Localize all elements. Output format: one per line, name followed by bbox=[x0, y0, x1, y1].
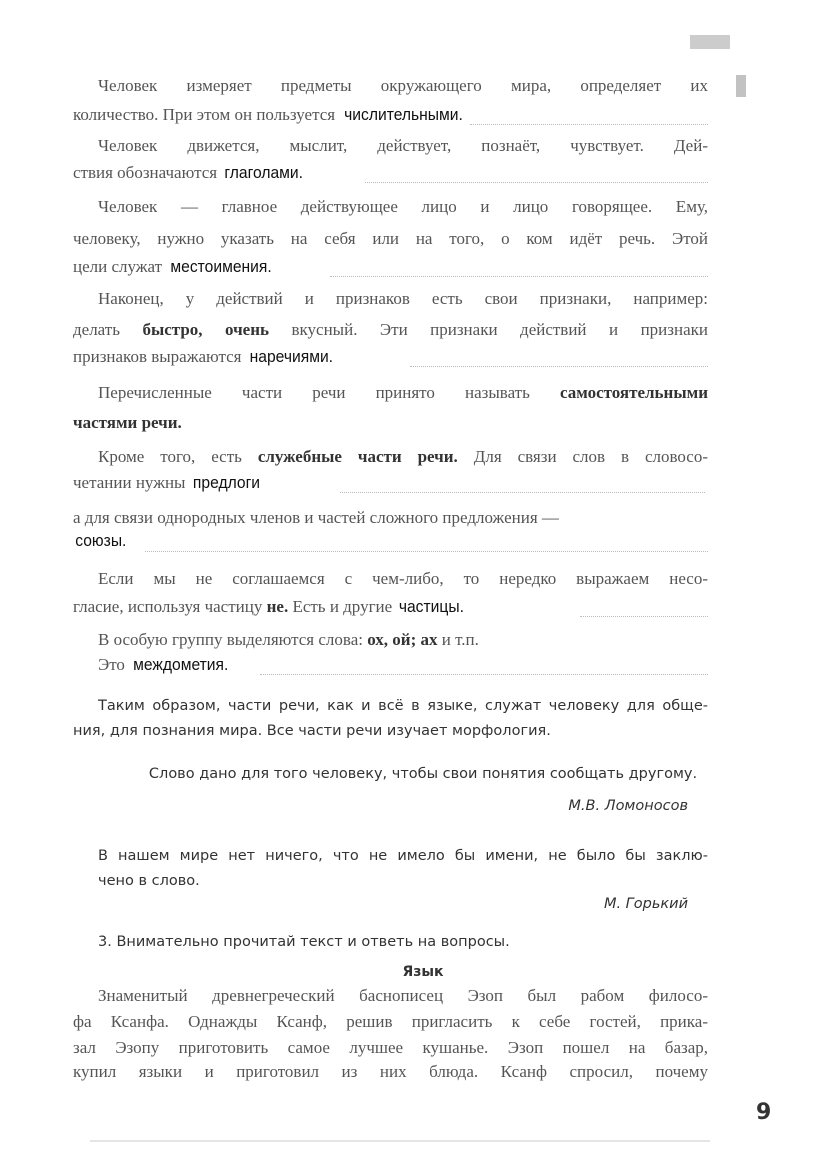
text-line bbox=[98, 196, 708, 218]
text-line bbox=[73, 104, 708, 126]
text-segment: и т.п. bbox=[437, 630, 479, 649]
text-line bbox=[98, 931, 708, 953]
answer-line bbox=[330, 276, 708, 277]
handwritten-answer: междометия. bbox=[133, 655, 229, 674]
text-segment: В особую группу выделяются слова: bbox=[98, 630, 368, 649]
text-segment: купил языки и приготовил из них блюда. Ксанф спросил, почему bbox=[73, 1062, 708, 1081]
bold-term: служебные части речи. bbox=[257, 447, 458, 466]
text-line bbox=[73, 720, 708, 742]
text-segment: Перечисленные части речи принято называть bbox=[98, 383, 560, 402]
text-line bbox=[73, 1037, 708, 1059]
text-segment: ния, для познания мира. Все части речи изучает морфология. bbox=[73, 723, 551, 739]
text-line bbox=[73, 162, 708, 184]
text-line bbox=[98, 446, 708, 468]
text-segment: количество. При этом он пользуется bbox=[73, 105, 340, 124]
text-segment: Если мы не соглашаемся с чем-либо, то нередко выражаем несо- bbox=[98, 569, 708, 588]
text-segment: четании нужны bbox=[73, 473, 190, 492]
bold-term: самостоятельными bbox=[559, 383, 708, 402]
text-segment: признаков выражаются bbox=[73, 347, 246, 366]
text-line bbox=[73, 530, 708, 552]
text-line bbox=[73, 319, 708, 341]
text-line bbox=[73, 507, 708, 529]
answer-line bbox=[145, 551, 708, 552]
text-segment: делать bbox=[73, 320, 143, 339]
text-line bbox=[73, 596, 708, 618]
handwritten-answer: местоимения. bbox=[170, 257, 273, 276]
text-line bbox=[98, 845, 708, 867]
text-line bbox=[98, 382, 708, 404]
handwritten-answer: числительными. bbox=[344, 105, 464, 124]
text-segment: а для связи однородных членов и частей сложного предложения — bbox=[73, 508, 559, 527]
text-line bbox=[98, 985, 708, 1007]
scan-artifact bbox=[690, 35, 730, 49]
text-segment: вкусный. Эти признаки действий и признаки bbox=[269, 320, 708, 339]
text-line bbox=[73, 1061, 708, 1083]
text-line bbox=[98, 870, 708, 892]
text-segment: гласие, используя частицу bbox=[73, 597, 267, 616]
bold-term: быстро, очень bbox=[142, 320, 269, 339]
text-segment: Слово дано для того человеку, чтобы свои понятия сообщать другому. bbox=[148, 766, 698, 782]
text-segment: Есть и другие bbox=[288, 597, 397, 616]
text-segment: Знаменитый древнегреческий баснописец Эзоп был рабом филосо- bbox=[98, 986, 708, 1005]
text-segment: Для связи слов в словосо- bbox=[457, 447, 709, 466]
answer-line bbox=[340, 492, 705, 493]
answer-line bbox=[580, 616, 708, 617]
bold-term: частями речи. bbox=[73, 413, 182, 432]
text-line bbox=[98, 135, 708, 157]
handwritten-answer: частицы. bbox=[399, 597, 465, 616]
text-line bbox=[98, 75, 708, 97]
text-segment: чено в слово. bbox=[98, 873, 200, 889]
bold-term: не. bbox=[266, 597, 289, 616]
text-line bbox=[73, 763, 773, 785]
text-segment: Наконец, у действий и признаков есть свои признаки, например: bbox=[98, 289, 708, 308]
text-segment: М.В. Ломоносов bbox=[568, 798, 688, 814]
text-segment: Человек измеряет предметы окружающего мира, определяет их bbox=[98, 76, 708, 95]
text-line bbox=[73, 960, 773, 983]
text-segment: фа Ксанфа. Однажды Ксанф, решив пригласить к себе гостей, прика- bbox=[73, 1012, 708, 1031]
handwritten-answer: предлоги bbox=[192, 473, 260, 492]
handwritten-answer: союзы. bbox=[75, 531, 127, 550]
text-line bbox=[73, 412, 708, 434]
text-segment: Кроме того, есть bbox=[98, 447, 258, 466]
page-number: 9 bbox=[756, 1100, 772, 1125]
text-line bbox=[98, 288, 708, 310]
answer-line bbox=[410, 366, 708, 367]
text-segment: Человек — главное действующее лицо и лицо говорящее. Ему, bbox=[98, 197, 708, 216]
text-line bbox=[73, 795, 688, 817]
scan-artifact bbox=[90, 1140, 710, 1142]
text-segment: ствия обозначаются bbox=[73, 163, 222, 182]
text-line bbox=[73, 228, 708, 250]
text-line bbox=[98, 629, 708, 651]
text-line bbox=[73, 1011, 708, 1033]
text-line bbox=[73, 893, 688, 915]
text-line bbox=[73, 346, 708, 368]
text-segment: Человек движется, мыслит, действует, познаёт, чувствует. Дей- bbox=[98, 136, 708, 155]
scan-artifact bbox=[736, 75, 746, 97]
text-line bbox=[98, 568, 708, 590]
text-segment: цели служат bbox=[73, 257, 167, 276]
text-line bbox=[98, 654, 708, 676]
answer-line bbox=[365, 182, 708, 183]
text-segment: 3. Внимательно прочитай текст и ответь на вопросы. bbox=[98, 934, 510, 950]
text-segment: М. Горький bbox=[603, 896, 688, 912]
section-title: Язык bbox=[402, 964, 444, 980]
text-line bbox=[73, 256, 708, 278]
text-segment: В нашем мире нет ничего, что не имело бы имени, не было бы заклю- bbox=[98, 848, 708, 864]
text-segment: человеку, нужно указать на себя или на того, о ком идёт речь. Этой bbox=[73, 229, 708, 248]
text-line bbox=[98, 695, 708, 717]
bold-term: ох, ой; ах bbox=[367, 630, 438, 649]
handwritten-answer: наречиями. bbox=[249, 347, 333, 366]
handwritten-answer: глаголами. bbox=[224, 163, 304, 182]
text-line bbox=[73, 472, 708, 494]
text-segment: Таким образом, части речи, как и всё в языке, служат человеку для обще- bbox=[98, 698, 708, 714]
answer-line bbox=[470, 124, 708, 125]
answer-line bbox=[260, 674, 708, 675]
text-segment: Это bbox=[98, 655, 130, 674]
text-segment: зал Эзопу приготовить самое лучшее кушанье. Эзоп пошел на базар, bbox=[73, 1038, 708, 1057]
